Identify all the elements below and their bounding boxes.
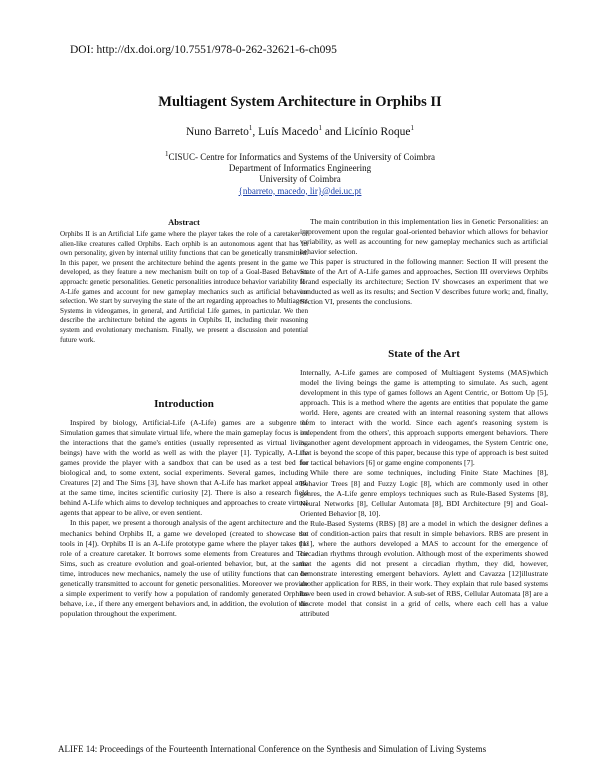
state-of-art-heading: State of the Art	[388, 348, 460, 360]
state-of-art-body	[300, 368, 548, 619]
author-line	[0, 124, 600, 138]
author-affil-mark: 1	[248, 124, 253, 132]
affiliation-line: $^1$CISUC- Centre for Informatics and Systems of the University of Coimbra	[165, 150, 435, 162]
introduction-body	[60, 418, 308, 619]
abstract-body	[60, 230, 308, 345]
author-affil-mark: 1	[318, 124, 323, 132]
author-separator: ,	[252, 125, 259, 138]
paragraph: In this paper, we present a thorough analysis of the agent architecture and the mechanics behind Orphibs II, a game we developed (created to showcase the tools in [4]). Orphibs II is an A-Life prototype game where the player takes the role of a creature caretaker. It borrows some elements from Creatures and The Sims, such as creature evolution and goal-oriented behavior, but, at the same time, introduces new mechanics, namely the use of utility functions that can be genetically transmitted to account for genetic personalities. Moreover we provide a simple experiment to verify how a population of randomly generated Orphibs behave, i.e., if there any emergent behaviors and, in addition, the evolution of the population throughout the experiment.	[60, 518, 308, 618]
paragraph: While there are some techniques, including Finite State Machines [8], Behavior Trees [8] and Fuzzy Logic [8], which are commonly used in other genres, the A-Life genre employs techniques such as Rule-Based Systems [8], Neural Networks [8], Cellular Automata [8], BDI Architecture [9] and Goal-Oriented Behavior [8, 10].	[300, 468, 548, 518]
contribution-body	[300, 217, 548, 307]
author-name: Nuno Barreto	[185, 125, 249, 138]
author-separator: and	[322, 125, 345, 138]
author-name: Luís Macedo	[258, 125, 319, 138]
paragraph: Internally, A-Life games are composed of Multiagent Systems (MAS)which model the living beings the game is attempting to simulate. As such, agent development in this type of games follows an Agent Centric, or Bottom Up [5], approach. This is a method where the agents are entities that populate the game world. Here, agents are created with an internal reasoning system that allows them to interact with the world. Since each agent's reasoning system is independent from the others', this approach supports emergent behaviors. There is another agent development approach in videogames, the System Centric one, that is beyond the scope of this paper, because this type of approach is best suited for tactical behaviors [6] or game engine components [7].	[300, 368, 548, 468]
paragraph: This paper is structured in the following manner: Section II will present the State of the Art of A-Life games and approaches, Section III overviews Orphibs II and especially its architecture; Section IV showcases an experiment that we conducted as well as its results; and Section V describes future work; and, finally, Section VI, presents the conclusions.	[300, 257, 548, 307]
affiliation-line: University of Coimbra	[259, 174, 341, 185]
email-link[interactable]: {nbarreto, macedo, lir}@dei.uc.pt	[238, 185, 362, 196]
affiliation-block	[0, 149, 600, 197]
affiliation-line: Department of Informatics Engineering	[228, 163, 372, 174]
author-affil-mark: 1	[410, 124, 414, 132]
author-name: Licínio Roque	[344, 125, 411, 138]
paper-title: Multiagent System Architecture in Orphibs II	[158, 94, 442, 110]
abstract-heading: Abstract	[168, 217, 200, 227]
doi-line: DOI: http://dx.doi.org/10.7551/978-0-262-32621-6-ch095	[70, 44, 337, 56]
paragraph: The main contribution in this implementation lies in Genetic Personalities: an improvement upon the regular goal-oriented behavior which allows for behavior variability, as well as accounting for new gameplay mechanics such as artificial behavior selection.	[300, 217, 548, 257]
paragraph: Inspired by biology, Artificial-Life (A-Life) games are a subgenre of Simulation games that simulate virtual life, where the main gameplay focus is on the interactions that the game's entities (usually represented as virtual living beings) have with the world as well as with the player [1]. Typically, A-Life games provide the player with a sandbox that can be used as a test bed for biological and, to some extent, social experiments. Several games, including Creatures [2] and The Sims [3], have shown that A-Life has market appeal and, at the same time, incites scientific curiosity [2]. There is also a research field behind A-Life which aims to develop techniques and approaches to create virtual agents that appear to be alive, or even sentient.	[60, 418, 308, 518]
introduction-heading: Introduction	[154, 398, 214, 410]
paragraph: Rule-Based Systems (RBS) [8] are a model in which the designer defines a set of condition-action pairs that result in simple behaviors. RBS are present in [11], where the authors developed a MAS to account for the emergence of circadian rhythms through evolution. Although most of the experiments showed that the agents did not present a circadian rhythm, they did, however, demonstrate interesting emergent behaviors. Aylett and Cavazza [12]illustrate another application for RBS, in their work. They explain that rule based systems have been used in crowd behavior. A sub-set of RBS, Cellular Automata [8] are a discrete model that consist in a grid of cells, where each cell has a value attributed	[300, 518, 548, 619]
proceedings-footer: ALIFE 14: Proceedings of the Fourteenth International Conference on the Synthesis and Simulation of Living Systems	[58, 744, 487, 754]
abstract-text: Orphibs II is an Artificial Life game where the player takes the role of a caretaker of alien-like creatures called Orphibs. Each orphib is an autonomous agent that has its own personality, given by internal utility functions that can be genetically transmitted. In this paper, we present the architecture behind the agents present in the game we developed, as they feature a new mechanism built on top of a Goal-Based Behavior approach: genetic personalities. Genetic personalities introduce behavior variability for A-Life games and account for new gameplay mechanics such as artificial behavior selection. We start by surveying the state of the art regarding approaches to Multiagent Systems in videogames, in general, and Artificial Life games, in particular. We then describe the architecture behind the agents in Orphibs II, including their reasoning system and evolutionary mechanism. Finally, we present a discussion and potential future work.	[60, 230, 308, 344]
affiliation-mark: 1	[165, 150, 169, 158]
